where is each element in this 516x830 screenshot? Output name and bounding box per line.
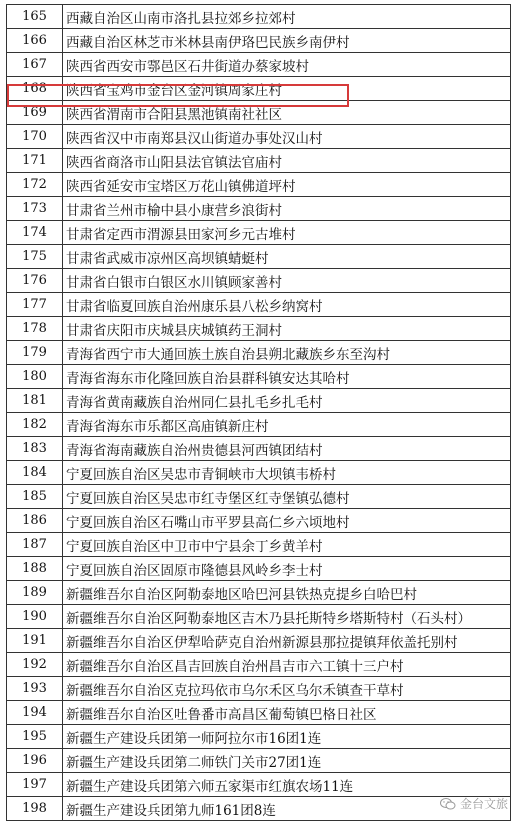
row-number: 172	[7, 173, 63, 197]
table-row	[7, 5, 511, 29]
table-row	[7, 101, 511, 125]
table-row	[7, 605, 511, 629]
row-number: 167	[7, 53, 63, 77]
village-name: 甘肃省临夏回族自治州康乐县八松乡纳窝村	[63, 293, 511, 317]
table-row	[7, 173, 511, 197]
row-number: 185	[7, 485, 63, 509]
table-row	[7, 341, 511, 365]
village-name: 新疆维吾尔自治区昌吉回族自治州昌吉市六工镇十三户村	[63, 653, 511, 677]
village-name: 陕西省商洛市山阳县法官镇法官庙村	[63, 149, 511, 173]
table-row	[7, 29, 511, 53]
table-row	[7, 485, 511, 509]
village-name: 青海省西宁市大通回族土族自治县朔北藏族乡东至沟村	[63, 341, 511, 365]
village-name: 陕西省西安市鄠邑区石井街道办蔡家坡村	[63, 53, 511, 77]
table-row	[7, 557, 511, 581]
table-row	[7, 317, 511, 341]
table-row	[7, 653, 511, 677]
table-body	[7, 5, 511, 821]
row-number: 195	[7, 725, 63, 749]
table-row	[7, 437, 511, 461]
row-number: 186	[7, 509, 63, 533]
village-name: 新疆维吾尔自治区克拉玛依市乌尔禾区乌尔禾镇查干草村	[63, 677, 511, 701]
village-name: 宁夏回族自治区吴忠市红寺堡区红寺堡镇弘德村	[63, 485, 511, 509]
row-number: 174	[7, 221, 63, 245]
village-name: 新疆生产建设兵团第一师阿拉尔市16团1连	[63, 725, 511, 749]
table-row	[7, 773, 511, 797]
village-name: 新疆维吾尔自治区伊犁哈萨克自治州新源县那拉提镇拜依盖托别村	[63, 629, 511, 653]
row-number: 175	[7, 245, 63, 269]
row-number: 196	[7, 749, 63, 773]
village-name: 青海省海东市乐都区高庙镇新庄村	[63, 413, 511, 437]
row-number: 165	[7, 5, 63, 29]
village-list-table	[6, 4, 511, 821]
village-name: 甘肃省白银市白银区水川镇顾家善村	[63, 269, 511, 293]
table-row	[7, 53, 511, 77]
table-row	[7, 413, 511, 437]
village-name: 新疆生产建设兵团第九师161团8连	[63, 797, 511, 821]
table-row	[7, 797, 511, 821]
village-name: 新疆生产建设兵团第六师五家渠市红旗农场11连	[63, 773, 511, 797]
row-number: 177	[7, 293, 63, 317]
table-row	[7, 221, 511, 245]
table-row	[7, 269, 511, 293]
table-row	[7, 197, 511, 221]
village-name: 西藏自治区林芝市米林县南伊珞巴民族乡南伊村	[63, 29, 511, 53]
watermark-text: 金台文旅	[459, 797, 508, 811]
row-number: 194	[7, 701, 63, 725]
village-name: 陕西省渭南市合阳县黑池镇南社社区	[63, 101, 511, 125]
village-name: 新疆维吾尔自治区吐鲁番市高昌区葡萄镇巴格日社区	[63, 701, 511, 725]
table-row	[7, 629, 511, 653]
table-row	[7, 149, 511, 173]
row-number: 188	[7, 557, 63, 581]
table-row	[7, 701, 511, 725]
table-row	[7, 77, 511, 101]
row-number: 179	[7, 341, 63, 365]
village-name: 新疆生产建设兵团第二师铁门关市27团1连	[63, 749, 511, 773]
village-name: 西藏自治区山南市洛扎县拉郊乡拉郊村	[63, 5, 511, 29]
table-row	[7, 461, 511, 485]
watermark	[440, 795, 508, 812]
table-row	[7, 533, 511, 557]
row-number: 187	[7, 533, 63, 557]
village-name: 宁夏回族自治区吴忠市青铜峡市大坝镇韦桥村	[63, 461, 511, 485]
table-row	[7, 677, 511, 701]
village-name: 甘肃省定西市渭源县田家河乡元古堆村	[63, 221, 511, 245]
row-number: 176	[7, 269, 63, 293]
village-name: 青海省海东市化隆回族自治县群科镇安达其哈村	[63, 365, 511, 389]
row-number: 198	[7, 797, 63, 821]
village-name: 新疆维吾尔自治区阿勒泰地区吉木乃县托斯特乡塔斯特村（石头村）	[63, 605, 511, 629]
row-number: 183	[7, 437, 63, 461]
row-number: 173	[7, 197, 63, 221]
row-number: 180	[7, 365, 63, 389]
row-number: 166	[7, 29, 63, 53]
row-number: 182	[7, 413, 63, 437]
village-name: 甘肃省武威市凉州区高坝镇蜻蜓村	[63, 245, 511, 269]
row-number: 197	[7, 773, 63, 797]
village-name: 陕西省汉中市南郑县汉山街道办事处汉山村	[63, 125, 511, 149]
table-row	[7, 509, 511, 533]
village-name: 宁夏回族自治区固原市隆德县风岭乡李士村	[63, 557, 511, 581]
village-name: 甘肃省庆阳市庆城县庆城镇药王洞村	[63, 317, 511, 341]
table-row	[7, 293, 511, 317]
row-number: 193	[7, 677, 63, 701]
village-name: 宁夏回族自治区中卫市中宁县余丁乡黄羊村	[63, 533, 511, 557]
village-name: 陕西省宝鸡市金台区金河镇周家庄村	[63, 77, 511, 101]
wechat-icon	[440, 798, 456, 810]
row-number: 169	[7, 101, 63, 125]
table-row	[7, 245, 511, 269]
row-number: 178	[7, 317, 63, 341]
row-number: 170	[7, 125, 63, 149]
village-name: 青海省海南藏族自治州贵德县河西镇团结村	[63, 437, 511, 461]
table-row	[7, 581, 511, 605]
table-row	[7, 125, 511, 149]
row-number: 191	[7, 629, 63, 653]
row-number: 181	[7, 389, 63, 413]
row-number: 190	[7, 605, 63, 629]
table-row	[7, 365, 511, 389]
row-number: 192	[7, 653, 63, 677]
table-row	[7, 749, 511, 773]
table-row	[7, 389, 511, 413]
row-number: 189	[7, 581, 63, 605]
village-name: 陕西省延安市宝塔区万花山镇佛道坪村	[63, 173, 511, 197]
document-page	[6, 4, 510, 821]
row-number: 184	[7, 461, 63, 485]
row-number: 171	[7, 149, 63, 173]
village-name: 宁夏回族自治区石嘴山市平罗县高仁乡六顷地村	[63, 509, 511, 533]
village-name: 新疆维吾尔自治区阿勒泰地区哈巴河县铁热克提乡白哈巴村	[63, 581, 511, 605]
village-name: 青海省黄南藏族自治州同仁县扎毛乡扎毛村	[63, 389, 511, 413]
table-row	[7, 725, 511, 749]
row-number: 168	[7, 77, 63, 101]
village-name: 甘肃省兰州市榆中县小康营乡浪街村	[63, 197, 511, 221]
